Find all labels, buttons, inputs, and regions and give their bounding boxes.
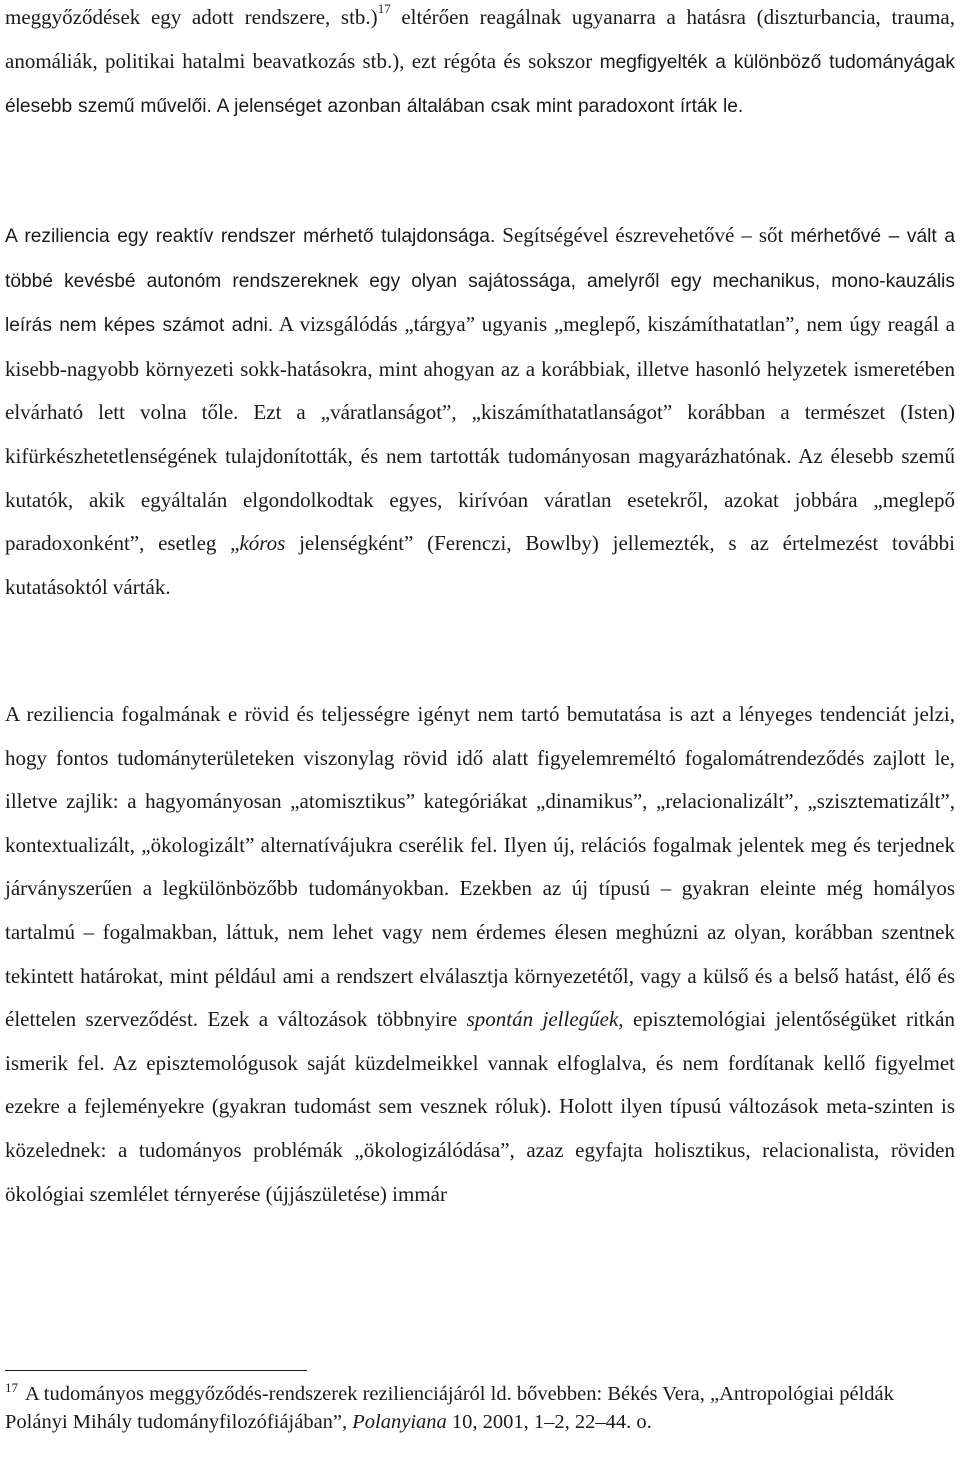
paragraph-1 xyxy=(5,0,955,129)
paragraph-3-text-b: episztemológiai jelentőségüket ritkán ismerik fel. Az episztemológusok saját küzdelmeikkel vannak elfoglalva, és nem fordítanak kellő figyelmet ezekre a fejleményekre (gyakran tudomást sem vesznek róluk). Holott ilyen típusú változások meta-szinten is közelednek: a tudományos problémák „ökologizálódása”, azaz egyfajta holisztikus, relacionalista, röviden ökológiai szemlélet térnyerése (újjászületése) immár xyxy=(5,1007,955,1206)
paragraph-2-text-b: A vizsgálódás „tárgya” ugyanis „meglepő, kiszámíthatatlan”, nem úgy reagál a kisebb-nagyobb környezeti sokk-hatásokra, mint ahogyan az a korábbiak, illetve hasonló helyzetek ismeretében elvárható lett volna tőle. Ezt a „váratlanságot”, „kiszámíthatatlanságot” korábban a természet (Isten) kifürkészhetetlenségének tulajdonították, és nem tartották tudományosan magyarázhatónak. Az élesebb szemű kutatók, akik egyáltalán elgondolkodtak egyes, kirívóan váratlan esetekről, azokat jobbára „meglepő paradoxonként”, esetleg „ xyxy=(5,312,955,556)
paragraph-3-text-a: A reziliencia fogalmának e rövid és teljességre igényt nem tartó bemutatása is azt a lényeges tendenciát jelzi, hogy fontos tudományterületeken viszonylag rövid idő alatt figyelemreméltó fogalomátrendeződés zajlott le, illetve zajlik: a hagyományosan „atomisztikus” kategóriákat „dinamikus”, „relacionalizált”, „szisztematizált”, kontextualizált, „ökologizált” alternatívájukra cserélik fel. Ilyen új, relációs fogalmak jelentek meg és terjednek járványszerűen a legkülönbözőbb tudományokban. Ezekben az új típusú – gyakran eleinte még homályos tartalmú – fogalmakban, láttuk, nem lehet vagy nem érdemes élesen meghúzni az olyan, korábban szentnek tekintett határokat, mint például ami a rendszert elválasztja környezetétől, vagy a külső és a belső hatást, élő és élettelen szerveződést. Ezek a változások többnyire xyxy=(5,702,955,1032)
paragraph-3 xyxy=(5,693,955,1216)
paragraph-2 xyxy=(5,214,955,609)
footnote-text-b: 10, 2001, 1–2, 22–44. o. xyxy=(446,1411,652,1433)
paragraph-2-italic-word: kóros xyxy=(239,531,286,556)
footnote-number: 17 xyxy=(5,1380,18,1395)
footnote-text-a: A tudományos meggyőződés-rendszerek rezilienciájáról ld. bővebben: Békés Vera, „Antropológiai példák Polányi Mihály tudományfilozófiájában”, xyxy=(5,1383,894,1433)
footnote-separator xyxy=(5,1370,307,1371)
footnote-italic-title: Polanyiana xyxy=(352,1411,447,1433)
paragraph-2-mid: mérhetővé – vált a többé kevésbé autonóm rendszereknek egy olyan sajátossága, amelyről egy mechanikus, mono-kauzális leírás nem képes számot adni. xyxy=(5,226,955,337)
paragraph-1-text-c: megfigyelték a különböző tudományágak élesebb szemű művelői. A jelenséget azonban általában csak mint paradoxont írták le. xyxy=(5,51,955,118)
paragraph-3-italic-phrase: spontán jellegűek, xyxy=(466,1007,624,1032)
paragraph-1-text-a: meggyőződések egy adott rendszere, stb.) xyxy=(5,5,378,29)
paragraph-1-text-b: eltérően reagálnak ugyanarra a hatásra (diszturbancia, trauma, anomáliák, politikai hatalmi beavatkozás stb.), ezt régóta és sokszor xyxy=(5,5,956,73)
footnote-ref-17[interactable]: 17 xyxy=(377,1,391,16)
paragraph-2-text-a: Segítségével észrevehetővé – sőt xyxy=(495,223,791,247)
paragraph-2-text-c: jelenségként” (Ferenczi, Bowlby) jellemezték, s az értelmezést további kutatásoktól várták. xyxy=(5,531,955,599)
paragraph-2-lead: A reziliencia egy reaktív rendszer mérhető tulajdonsága. xyxy=(5,226,496,247)
footnote-17 xyxy=(5,1381,955,1436)
